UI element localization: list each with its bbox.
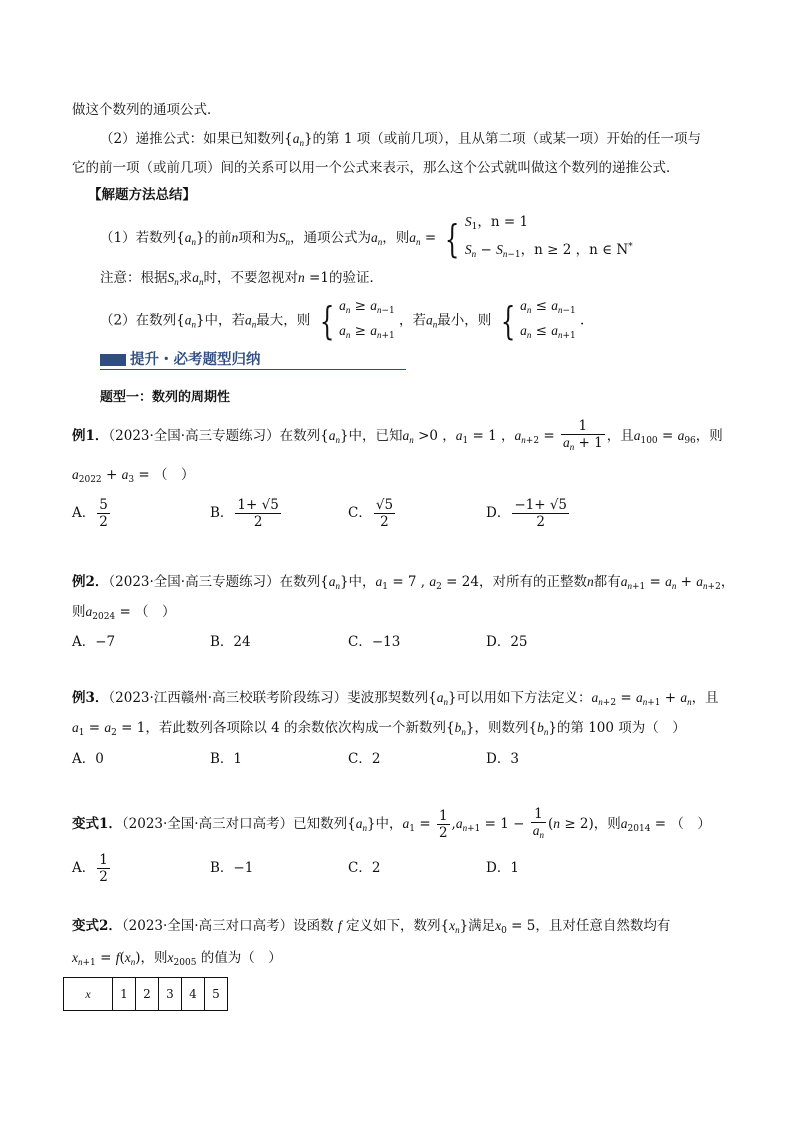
example-3-option-b[interactable]: B．1 [210,751,243,767]
variant-1-stem: 变式1．（2023·全国·高三对口高考）已知数列$\{a_n\}$中，$a_1$ = $\frac{1}{2}$ $,a_{n+1} = 1$ − $\frac{1}{a_n}$ (n ≥ 2)，则$a_{2014}$ = （ ） [72,806,711,841]
function-table [63,977,228,1011]
intro-line: 做这个数列的通项公式． [72,102,221,118]
variant-2-stem: 变式2．（2023·全国·高三对口高考）设函数 f 定义如下，数列$\{x_n\}$满足$x_0 = 5$，且对任意自然数均有 [72,918,671,936]
example-2-stem: 例2．（2023·全国·高三专题练习）在数列$\{a_n\}$中，$a_1 = 7$ , $a_2 = 24$，对所有的正整数n都有$a_{n+1} = a_n + a_{n+2}$， [72,574,735,592]
variant-1-option-d[interactable]: D．1 [486,860,519,876]
example-2-option-b[interactable]: B．24 [210,634,251,650]
example-3-option-a[interactable]: A．0 [72,751,104,767]
example-2-option-c[interactable]: C．−13 [348,634,401,650]
example-3-option-d[interactable]: D．3 [486,751,519,767]
example-1-option-c[interactable]: C． $\frac{√5}{2}$ [348,497,394,530]
variant-1-option-b[interactable]: B．−1 [210,860,254,876]
section-header [100,348,406,370]
table-row [64,978,228,1011]
section-marker [100,354,126,366]
example-1-option-d[interactable]: D． $\frac{-1+ √5}{2}$ [486,497,568,530]
example-1-option-a[interactable]: A． $\frac{5}{2}$ [72,497,108,530]
summary-item-2: （2）在数列$\{a_n\}$中，若$a_n$最大，则 { $a_n \ge a_{n-1}$ $a_n \ge a_{n+1}$ ，若$a_n$最小，则 { $a_n \le a_{n-1}$ $a_n \le a_{n+1}$ . [100,298,585,343]
example-2-option-d[interactable]: D．25 [486,634,528,650]
example-1-option-b[interactable]: B． $\frac{1+ √5}{2}$ [210,497,279,530]
note-line: 注意：根据$S_n$求$a_n$时，不要忽视对n =1的验证． [100,270,383,287]
example-1-question: $a_{2022} + a_3$ = （ ） [72,467,195,485]
variant-2-stem-cont: $x_{n+1} = f(x_n)$，则$x_{2005}$ 的值为（ ） [72,950,282,968]
summary-item-1: （1）若数列$\{a_n\}$的前n项和为$S_n$，通项公式为$a_n$，则$a_n$ = { $S_1$，n = 1 $S_n - S_{n-1}$，n ≥ 2 ，n ∈ N* [100,212,633,265]
example-3-option-c[interactable]: C．2 [348,751,381,767]
example-1-stem: 例1．（2023·全国·高三专题练习）在数列$\{a_n\}$中，已知$a_n >0$ ，$a_1 = 1$ ，$a_{n+2}$ = $\frac{1}{a_n + 1}$ ，且$a_{100} = a_{96}$，则 [72,418,723,452]
table-header-cell: x [64,978,113,1011]
table-cell: 1 [113,978,136,1011]
table-cell: 2 [136,978,159,1011]
section-title: 提升・必考题型归纳 [130,352,261,368]
question-type-title: 题型一：数列的周期性 [100,390,231,405]
example-3-stem-cont: $a_1 = a_2 = 1$，若此数列各项除以 4 的余数依次构成一个新数列$\{b_n\}$，则数列$\{b_n\}$的第 100 项为（ ） [72,720,686,738]
recursion-definition-line2: 它的前一项（或前几项）间的关系可以用一个公式来表示，那么这个公式就叫做这个数列的递推公式． [72,160,680,176]
example-2-option-a[interactable]: A．−7 [72,634,116,650]
section-underline [100,369,406,370]
table-cell: 5 [205,978,228,1011]
example-3-stem: 例3．（2023·江西赣州·高三校联考阶段练习）斐波那契数列$\{a_n\}$可以用如下方法定义：$a_{n+2} = a_{n+1} + a_n$，且 [72,690,719,708]
summary-heading: 【解题方法总结】 [88,187,196,203]
piecewise-cases: $S_1$，n = 1 $S_n - S_{n-1}$，n ≥ 2 ，n ∈ N* [464,214,633,260]
table-cell: 3 [159,978,182,1011]
table-cell: 4 [182,978,205,1011]
variant-1-option-a[interactable]: A． $\frac{1}{2}$ [72,852,108,885]
left-brace: { [445,216,460,261]
recursion-definition-line1: （2）递推公式：如果已知数列$\{a_n\}$的第 1 项（或前几项），且从第二项（或某一项）开始的任一项与 [100,131,701,148]
example-2-question: 则$a_{2024}$ = （ ） [72,604,176,622]
variant-1-option-c[interactable]: C．2 [348,860,381,876]
